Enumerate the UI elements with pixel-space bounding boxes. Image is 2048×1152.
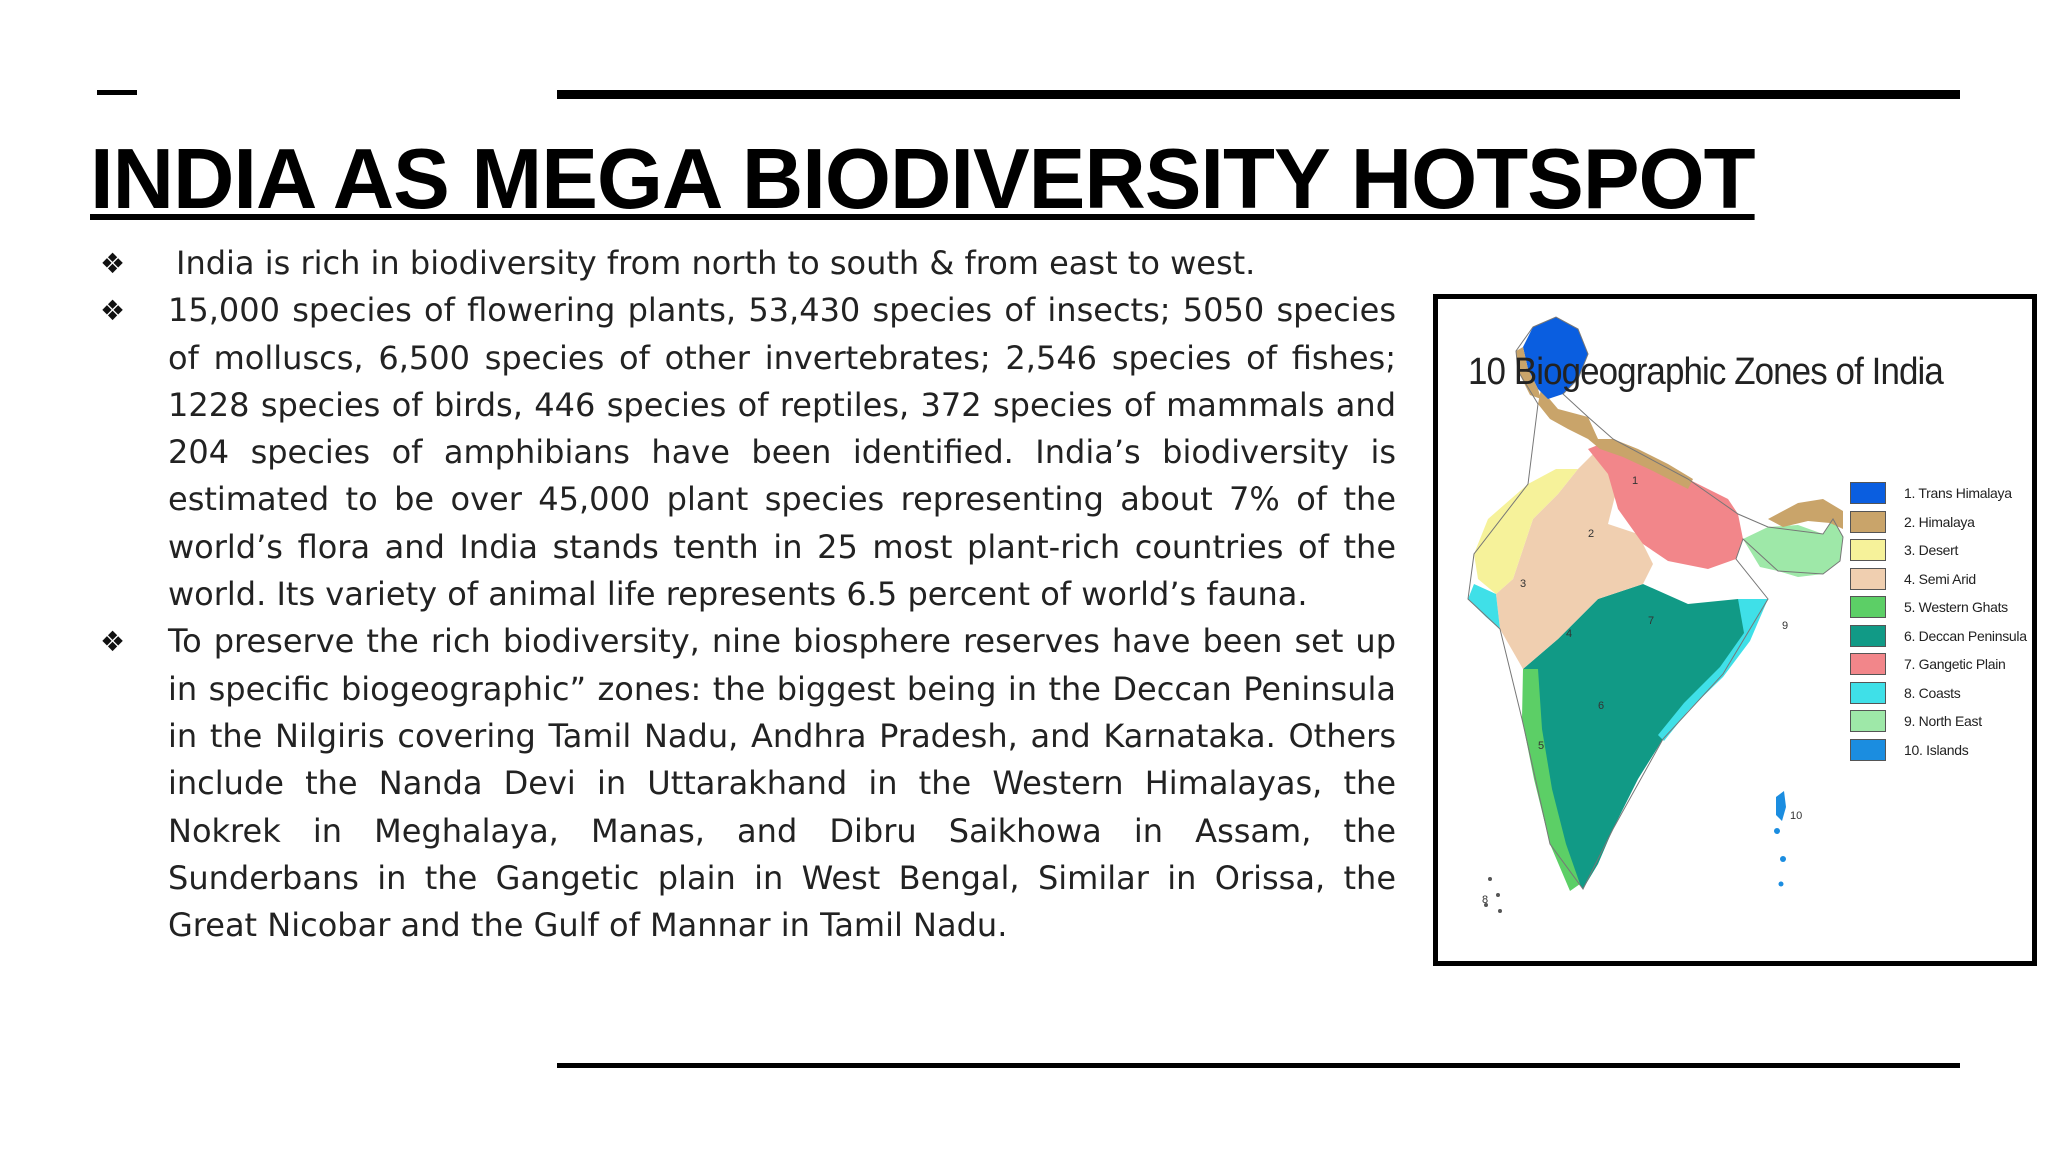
top-rule (557, 90, 1960, 99)
legend-label: 3. Desert (1904, 542, 1959, 559)
map-legend (1850, 479, 2027, 764)
legend-swatch (1850, 682, 1886, 704)
legend-label: 9. North East (1904, 713, 1982, 730)
slide-title: INDIA AS MEGA BIODIVERSITY HOTSPOT (90, 132, 1755, 227)
legend-item (1850, 650, 2027, 679)
zone-number-8: 8 (1482, 894, 1489, 906)
legend-label: 4. Semi Arid (1904, 570, 1976, 587)
zone-north-east (1743, 519, 1843, 577)
legend-label: 8. Coasts (1904, 684, 1961, 701)
zone-number-9: 9 (1782, 620, 1789, 632)
zone-coast-dot (1498, 909, 1502, 913)
legend-swatch (1850, 568, 1886, 590)
legend-swatch (1850, 653, 1886, 675)
bullet-item (96, 287, 1396, 618)
zone-number-5: 5 (1538, 740, 1545, 752)
legend-item (1850, 479, 2027, 508)
bullet-text: To preserve the rich biodiversity, nine biosphere reserves have been set up in specific biogeographic” zones: the biggest being in the Deccan Peninsula in the Nilgiris covering Tamil Nadu, Andhra Pradesh, and Karnataka. Others include the Nanda Devi in Uttarakhand in the Western Himalayas, the Nokrek in Meghalaya, Manas, and Dibru Saikhowa in Assam, the Sunderbans in the Gangetic plain in West Bengal, Similar in Orissa, the Great Nicobar and the Gulf of Mannar in Tamil Nadu. (168, 622, 1396, 945)
bottom-rule (557, 1063, 1960, 1068)
legend-label: 1. Trans Himalaya (1904, 485, 2012, 502)
legend-swatch (1850, 739, 1886, 761)
zone-islands-dot (1780, 856, 1786, 862)
diamond-bullet-icon: ❖ (100, 247, 126, 280)
legend-item (1850, 622, 2027, 651)
legend-label: 5. Western Ghats (1904, 599, 2008, 616)
biogeographic-map-figure (1433, 294, 2037, 966)
bullet-item (96, 240, 1396, 287)
zone-number-4: 4 (1566, 628, 1573, 640)
zone-islands (1776, 791, 1786, 821)
legend-swatch (1850, 710, 1886, 732)
zone-coast-dot (1488, 877, 1492, 881)
zone-number-3: 3 (1520, 578, 1527, 590)
legend-swatch (1850, 511, 1886, 533)
bullet-item (96, 618, 1396, 949)
legend-item (1850, 707, 2027, 736)
zone-islands-dot (1774, 828, 1780, 834)
zone-number-10: 10 (1790, 810, 1803, 822)
zone-number-1: 1 (1632, 475, 1639, 487)
bullet-text: India is rich in biodiversity from north to south & from east to west. (176, 244, 1256, 282)
bullet-text: 15,000 species of flowering plants, 53,430 species of insects; 5050 species of molluscs, 6,500 species of other invertebrates; 2,546 species of fishes; 1228 species of birds, 446 species of reptiles, 372 species of mammals and 204 species of amphibians have been identified. India’s biodiversity is estimated to be over 45,000 plant species representing about 7% of the world’s flora and India stands tenth in 25 most plant-rich countries of the world. Its variety of animal life represents 6.5 percent of world’s fauna. (168, 291, 1396, 614)
zone-number-2: 2 (1588, 528, 1595, 540)
bullet-list (96, 240, 1396, 949)
diamond-bullet-icon: ❖ (100, 625, 126, 659)
legend-item (1850, 565, 2027, 594)
legend-item (1850, 736, 2027, 765)
diamond-bullet-icon: ❖ (100, 294, 126, 328)
legend-item (1850, 508, 2027, 537)
legend-item (1850, 593, 2027, 622)
zone-islands-dot (1779, 882, 1784, 887)
legend-item (1850, 536, 2027, 565)
accent-dash (97, 90, 137, 95)
legend-swatch (1850, 596, 1886, 618)
legend-swatch (1850, 625, 1886, 647)
legend-label: 10. Islands (1904, 741, 1969, 758)
zone-number-7: 7 (1648, 615, 1655, 627)
legend-label: 6. Deccan Peninsula (1904, 627, 2027, 644)
zone-coast-dot (1496, 893, 1500, 897)
legend-item (1850, 679, 2027, 708)
legend-label: 7. Gangetic Plain (1904, 656, 2006, 673)
zone-number-6: 6 (1598, 700, 1605, 712)
legend-swatch (1850, 539, 1886, 561)
map-title: 10 Biogeographic Zones of India (1468, 351, 1943, 393)
legend-label: 2. Himalaya (1904, 513, 1975, 530)
legend-swatch (1850, 482, 1886, 504)
